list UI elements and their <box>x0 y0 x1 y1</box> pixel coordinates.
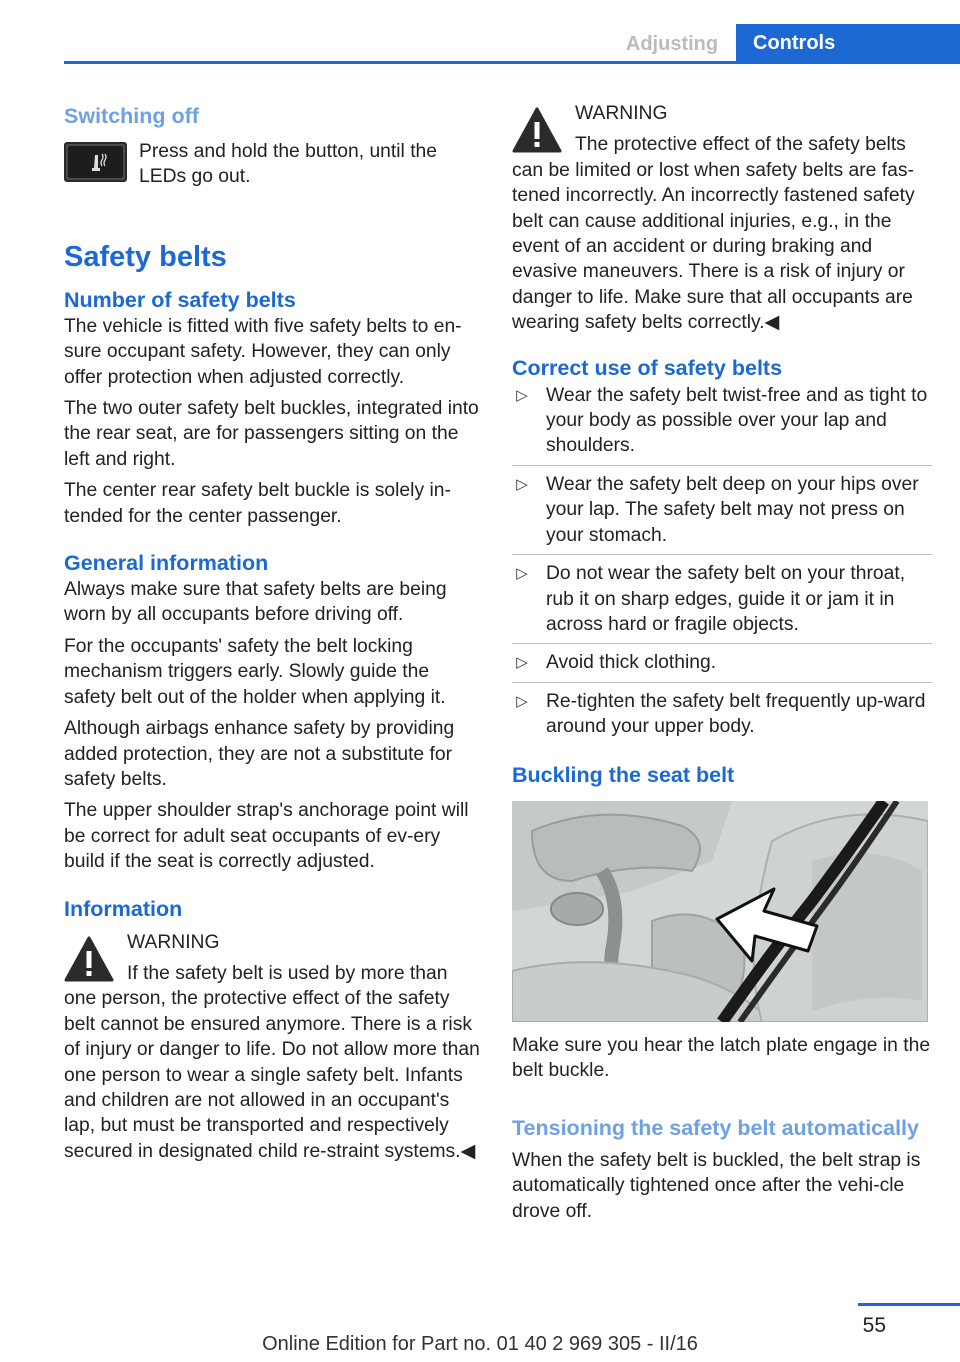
general-info-heading: General information <box>64 551 269 576</box>
correct-use-list <box>512 383 932 740</box>
seat-belt-buckle-illustration <box>512 801 928 1022</box>
general-p2: For the occupants' safety the belt locking mechanism triggers early. Slowly guide the safety belt out of the holder when applying it. <box>64 635 446 708</box>
number-of-belts-heading: Number of safety belts <box>64 287 296 312</box>
list-item <box>512 561 932 637</box>
edition-footer: Online Edition for Part no. 01 40 2 969 305 - II/16 <box>262 1333 698 1355</box>
warning-block-right <box>512 101 932 336</box>
warning-triangle-icon <box>64 936 114 982</box>
header-tab-adjusting: Adjusting <box>625 33 719 55</box>
number-p1: The vehicle is fitted with five safety belts to en‐sure occupant safety. However, they can only offer protection when adjusted correctly. <box>64 315 462 388</box>
warning-label-left: WARNING <box>127 931 220 953</box>
list-item-text: Avoid thick clothing. <box>546 652 717 674</box>
warning-triangle-icon <box>512 107 562 153</box>
bullet-marker: ▷ <box>516 692 528 710</box>
bullet-marker: ▷ <box>516 654 528 672</box>
tensioning-text: When the safety belt is buckled, the belt strap is automatically tightened once after the vehi‐cle drove off. <box>512 1149 921 1222</box>
bullet-marker: ▷ <box>516 386 528 404</box>
general-p1: Always make sure that safety belts are being worn by all occupants before driving off. <box>64 579 447 626</box>
number-p2: The two outer safety belt buckles, integrated into the rear seat, are for passengers sitting on the left and right. <box>64 398 479 470</box>
bullet-divider <box>512 643 932 644</box>
header-rule <box>64 61 960 64</box>
bullet-divider <box>512 465 932 466</box>
right-column <box>512 101 932 1224</box>
left-column <box>64 101 484 1164</box>
header-tab-controls: Controls <box>736 24 960 62</box>
general-p3: Although airbags enhance safety by providing added protection, they are not a substitute for safety belts. <box>64 718 455 790</box>
list-item-text: Wear the safety belt deep on your hips over your lap. The safety belt may not press on your stomach. <box>546 473 919 546</box>
correct-use-heading: Correct use of safety belts <box>512 355 783 380</box>
information-heading: Information <box>64 896 183 921</box>
list-item-text: Re-tighten the safety belt frequently up‐ward around your upper body. <box>546 690 926 738</box>
list-item <box>512 689 932 740</box>
number-p3: The center rear safety belt buckle is solely in‐tended for the center passenger. <box>64 480 451 527</box>
buckling-text: Make sure you hear the latch plate engage in the belt buckle. <box>512 1034 931 1081</box>
warning-text-right: The protective effect of the safety belts can be limited or lost when safety belts are fas‐tened incorrectly. An incorrectly fastened safety belt can cause additional injuries, e.g., in the event of an accident or during braking and evasive maneuvers. There is a risk of injury or danger to life. Make sure that all occupants are wearing safety belts correctly.◀ <box>512 134 915 334</box>
seat-heating-button-icon <box>64 142 127 182</box>
list-item <box>512 383 932 459</box>
warning-text-left: If the safety belt is used by more than one person, the protective effect of the safety belt cannot be ensured anymore. There is a risk of injury or danger to life. Do not allow more than one person to wear a single safety belt. Infants and children are not allowed in an occupant's lap, but must be transported and respectively secured in designated child re‐straint systems.◀ <box>64 962 480 1162</box>
list-item <box>512 650 932 675</box>
list-item-text: Do not wear the safety belt on your throat, rub it on sharp edges, guide it or jam it in across hard or fragile objects. <box>546 563 906 635</box>
safety-belts-heading: Safety belts <box>64 240 227 273</box>
bullet-divider <box>512 554 932 555</box>
buckling-heading: Buckling the seat belt <box>512 762 735 787</box>
bullet-divider <box>512 682 932 683</box>
warning-block-left <box>64 930 484 1165</box>
general-p4: The upper shoulder strap's anchorage point will be correct for adult seat occupants of ev‐ery build if the seat is correctly adjusted. <box>64 800 469 873</box>
tensioning-heading: Tensioning the safety belt automatically <box>512 1116 919 1141</box>
switching-off-heading: Switching off <box>64 104 199 128</box>
warning-label-right: WARNING <box>575 103 668 124</box>
bullet-marker: ▷ <box>516 475 528 493</box>
page-number: 55 <box>862 1314 886 1337</box>
list-item <box>512 472 932 548</box>
list-item-text: Wear the safety belt twist-free and as tight to your body as possible over your lap and shoulders. <box>546 384 928 457</box>
switching-off-text: Press and hold the button, until the LEDs go out. <box>139 141 437 188</box>
page-number-rule <box>858 1303 960 1306</box>
bullet-marker: ▷ <box>516 565 528 583</box>
